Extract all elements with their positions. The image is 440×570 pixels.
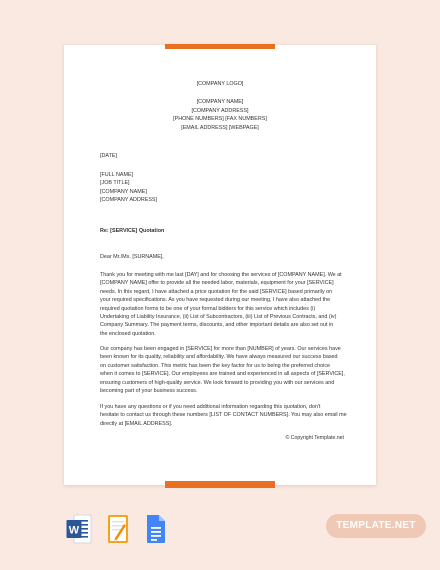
paragraph-line: required quotation forms to be one of your formal bidders for this service which includes (i) bbox=[100, 305, 316, 312]
company-logo-placeholder: [COMPANY LOGO] bbox=[196, 81, 244, 87]
google-docs-icon[interactable] bbox=[146, 514, 166, 544]
sender-company-address: [COMPANY ADDRESS] bbox=[191, 107, 249, 114]
sender-email-web: [EMAIL ADDRESS] [WEBPAGE] bbox=[181, 124, 259, 131]
template-net-badge[interactable]: TEMPLATE.NET bbox=[326, 514, 426, 538]
recipient-company-name: [COMPANY NAME] bbox=[100, 188, 147, 195]
paragraph-contact bbox=[100, 403, 347, 428]
recipient-full-name: [FULL NAME] bbox=[100, 172, 134, 178]
word-icon-letter: W bbox=[68, 524, 80, 537]
paragraph-line: Undertaking of Liability Insurance, (ii) List of Subcontractors, (iii) List of Previous Contracts, and (iv) bbox=[100, 314, 337, 321]
recipient-job-title: [JOB TITLE] bbox=[100, 180, 130, 187]
copyright-notice: © Copyright Template.net bbox=[285, 435, 344, 441]
document-page bbox=[64, 45, 376, 485]
top-accent-bar bbox=[165, 44, 275, 49]
paragraph-line: directly at [EMAIL ADDRESS]. bbox=[100, 420, 173, 427]
letter-subject: Re: [SERVICE] Quotation bbox=[100, 228, 165, 234]
word-icon[interactable] bbox=[66, 514, 92, 544]
pages-icon[interactable] bbox=[107, 514, 129, 544]
sender-phone-fax: [PHONE NUMBERS] [FAX NUMBERS] bbox=[173, 116, 267, 122]
paragraph-line: when it comes to [SERVICE]. Our employees are trained and experienced in all aspects of [SERVICE], bbox=[100, 371, 345, 378]
paragraph-line: Our company has been engaged in [SERVICE] for more than [NUMBER] of years. Our services have bbox=[100, 346, 341, 352]
sender-company-name: [COMPANY NAME] bbox=[196, 99, 244, 105]
paragraph-line: hesitate to contact us through these numbers [LIST OF CONTACT NUMBERS]. You may also email me bbox=[100, 412, 347, 419]
paragraph-line: [COMPANY NAME] offer to provide all the needed labor, materials, equipment for your [SERVICE] bbox=[100, 280, 334, 287]
salutation: Dear Mr./Ms. [SURNAME], bbox=[100, 254, 164, 260]
paragraph-line: becoming part of your business success. bbox=[100, 388, 198, 395]
paragraph-line: your required specifications. As you have requested during our meeting, I have also attached the bbox=[100, 297, 331, 304]
paragraph-line: the enclosed quotation. bbox=[100, 330, 156, 337]
paragraph-intro bbox=[100, 271, 344, 338]
paragraph-line: been known for its quality, reliability and affordability. We have always measured our success based bbox=[100, 354, 338, 361]
paragraph-line: ensuring customers of high-quality service. We look forward to providing you with our services and bbox=[100, 379, 335, 386]
bottom-accent-bar bbox=[165, 481, 275, 488]
paragraph-line: needs. In this regard, I have attached a price quotation for the said [SERVICE] based primarily on bbox=[100, 288, 333, 295]
recipient-block bbox=[100, 171, 344, 205]
paragraph-line: Company Summary. The payment terms, discounts, and other important details are also set out in bbox=[100, 322, 334, 329]
recipient-company-address: [COMPANY ADDRESS] bbox=[100, 197, 158, 204]
paragraph-company bbox=[100, 345, 344, 395]
letter-date: [DATE] bbox=[100, 153, 117, 159]
paragraph-line: Thank you for meeting with me last [DAY] and for choosing the services of [COMPANY NAME]. We at bbox=[100, 272, 342, 278]
paragraph-line: If you have any questions or if you need additional information regarding this quotation, don't bbox=[100, 404, 321, 410]
paragraph-line: on customer satisfaction. This metric has been the key factor for us to being the preferred choice bbox=[100, 362, 331, 369]
